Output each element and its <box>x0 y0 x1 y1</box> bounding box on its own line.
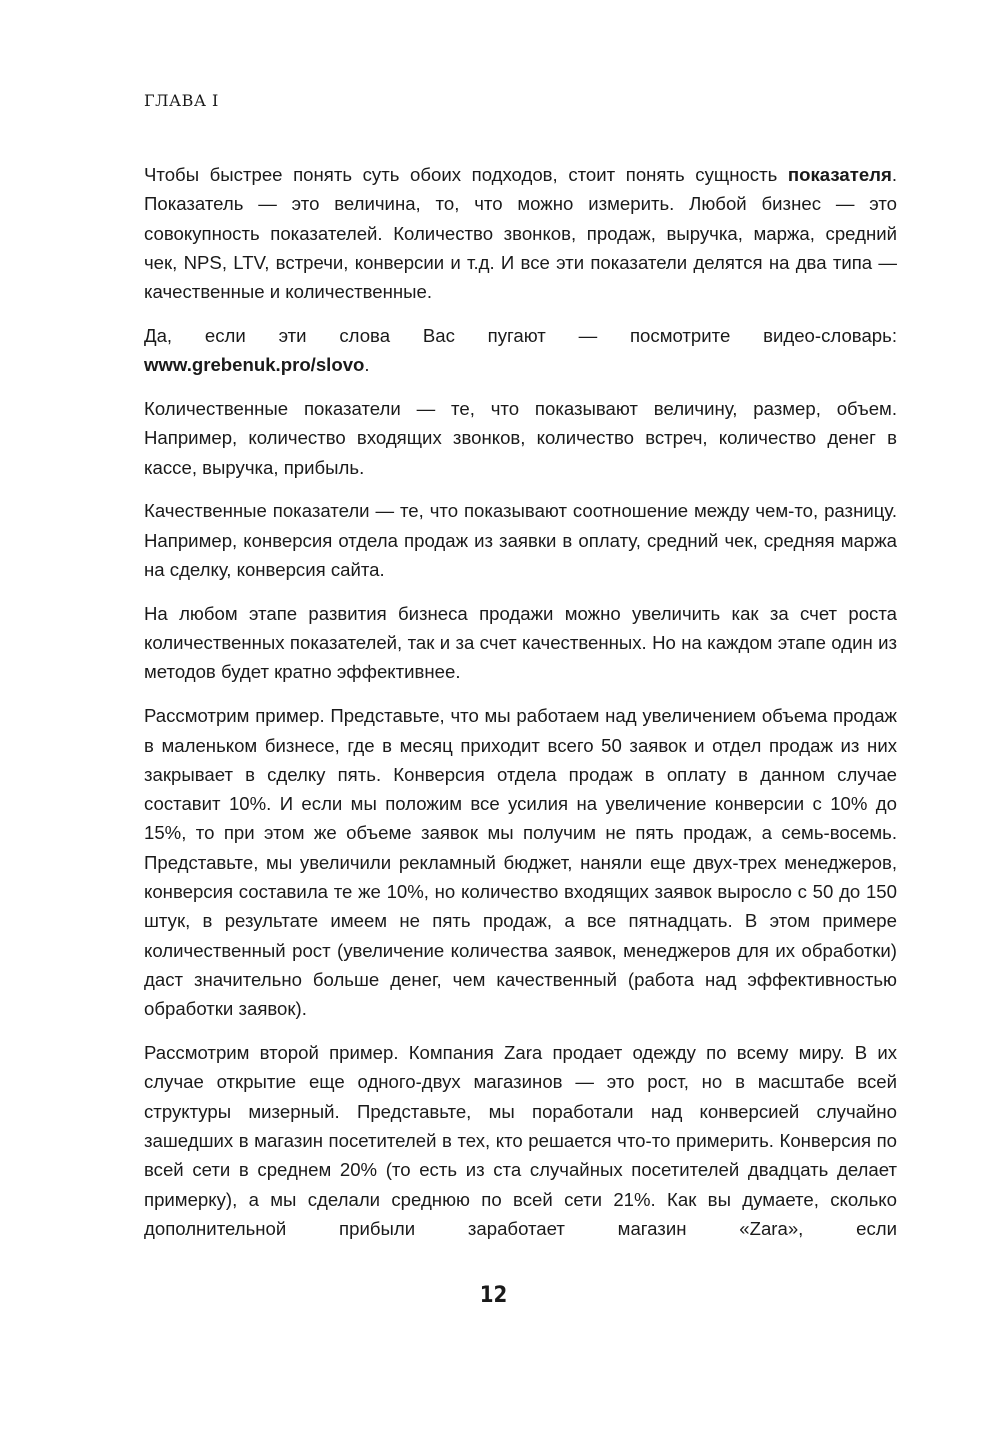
bold-term: показателя <box>787 164 892 185</box>
paragraph-text: Да, если эти слова Вас пугают — посмотрите видео-словарь: <box>144 324 897 346</box>
paragraph-dictionary-link <box>144 321 897 380</box>
paragraph-quantitative: Количественные показатели — те, что показывают величину, размер, объем. Например, количество входящих звонков, количество встреч, количество денег в кассе, выручка, прибыль. <box>144 398 897 478</box>
paragraph-example-two: Рассмотрим второй пример. Компания Zara продает одежду по всему миру. В их случае открытие еще одного-двух магазинов — это рост, но в масштабе всей структуры мизерный. Представьте, мы поработали над конверсией случайно зашедших в магазин посетителей в тех, кто решается что-то примерить. Конверсия по всей сети в среднем 20% (то есть из ста случайных посетителей двадцать делает примерку), а мы сделали среднюю по всей сети 21%. Как вы думаете, сколько дополнительной прибыли заработает магазин «Zara», если <box>144 1042 897 1239</box>
paragraph-qualitative: Качественные показатели — те, что показывают соотношение между чем-то, разницу. Например, конверсия отдела продаж из заявки в оплату, средний чек, средняя маржа на сделку, конверсия сайта. <box>144 500 897 581</box>
paragraph-growth-stages: На любом этапе развития бизнеса продажи можно увеличить как за счет роста количественных показателей, так и за счет качественных. Но на каждом этапе один из методов будет кратно эффективнее. <box>144 602 897 683</box>
paragraph-text: . Показатель — это величина, то, что можно измерить. Любой бизнес — это совокупность показателей. Количество звонков, продаж, выручка, маржа, средний чек, NPS, LTV, встречи, конверсии и т.д. И все эти показатели делятся на два типа — качественные и количественные. <box>144 164 897 303</box>
paragraph-example-one: Рассмотрим пример. Представьте, что мы работаем над увеличением объема продаж в маленьком бизнесе, где в месяц приходит всего 50 заявок и отдел продаж из них закрывает в сделку пять. Конверсия отдела продаж в оплату в данном случае составит 10%. И если мы положим все усилия на увеличение конверсии с 10% до 15%, то при этом же объеме заявок мы получим не пять продаж, а семь-восемь. Представьте, мы увеличили рекламный бюджет, наняли еще двух-трех менеджеров, конверсия составила те же 10%, но количество входящих заявок выросло с 50 до 150 штук, в результате имеем не пять продаж, а все пятнадцать. В этом примере количественный рост (увеличение количества заявок, менеджеров для их обработки) даст значительно больше денег, чем качественный (работа над эффективностью обработки заявок). <box>144 705 897 1020</box>
chapter-heading: ГЛАВА I <box>144 91 219 110</box>
paragraph-indicator-definition <box>144 160 897 306</box>
body-text <box>144 160 897 1258</box>
page-number: 12 <box>479 1283 508 1308</box>
paragraph-text: Чтобы быстрее понять суть обоих подходов, стоит понять сущность <box>144 164 788 185</box>
paragraph-text: . <box>364 354 370 376</box>
dictionary-link[interactable]: www.grebenuk.pro/slovo <box>144 354 365 376</box>
